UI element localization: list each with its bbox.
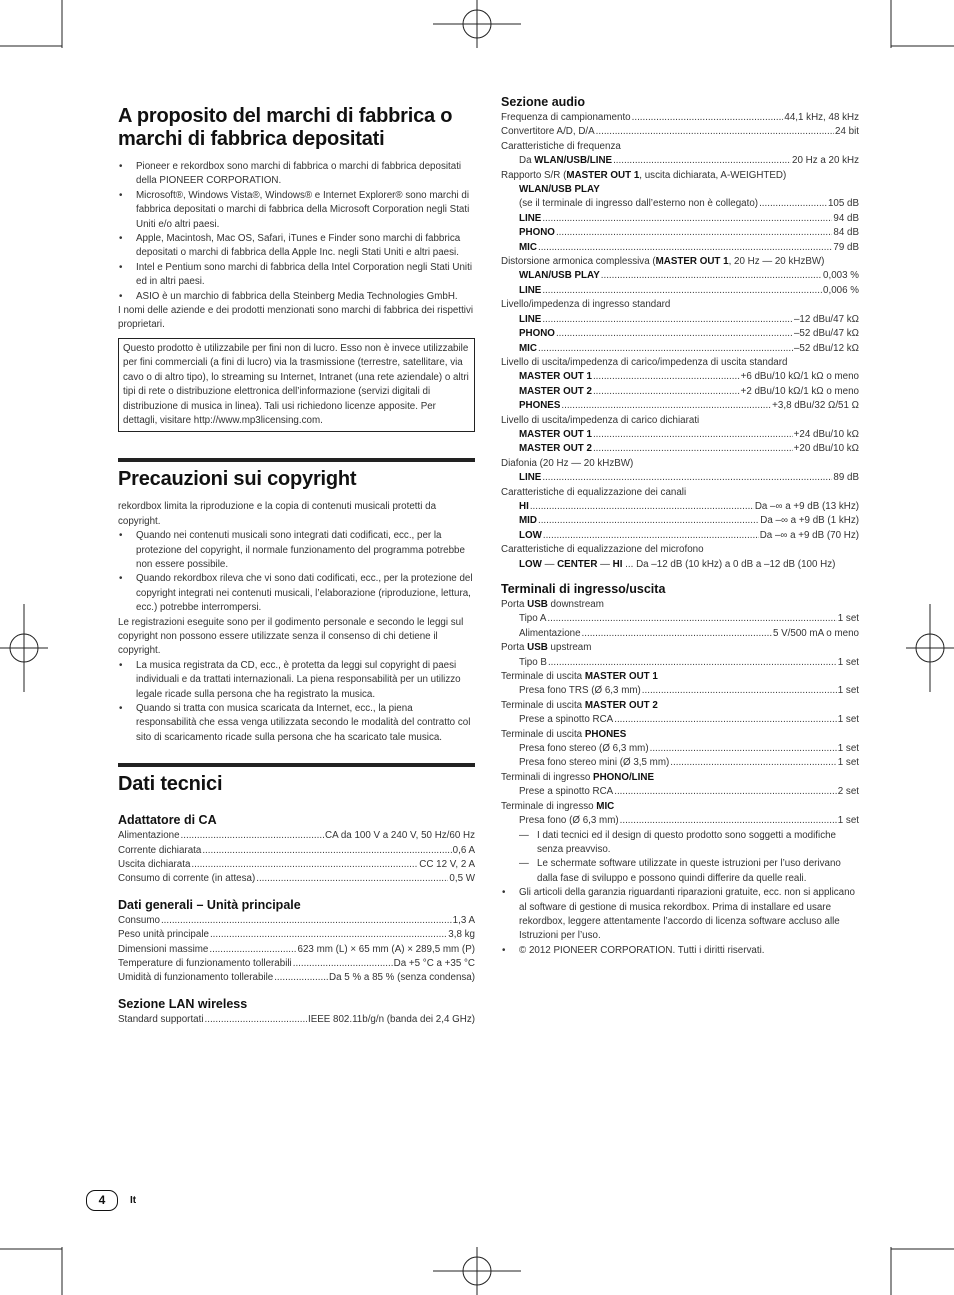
spec-value: Da 5 % a 85 % (senza condensa) xyxy=(329,972,475,984)
spec-label: MASTER OUT 2 xyxy=(519,443,592,455)
list-item: • Intel e Pentium sono marchi di fabbrica della Intel Corporation negli Stati Uniti ed in altri paesi. xyxy=(118,261,475,290)
spec-subheading: Livello di uscita/impedenza di carico/impedenza di uscita standard xyxy=(501,356,788,368)
spec-row xyxy=(501,500,859,514)
spec-subheading: Terminale di ingresso MIC xyxy=(501,800,615,812)
spec-value: 3,8 kg xyxy=(448,929,475,941)
spec-label: Peso unità principale xyxy=(118,929,209,941)
spec-value: 44,1 kHz, 48 kHz xyxy=(784,112,859,123)
spec-value: 84 dB xyxy=(833,227,859,239)
spec-value: 1 set xyxy=(837,757,859,769)
spec-label: Consumo di corrente (in attesa) xyxy=(118,873,256,885)
notes-list xyxy=(501,829,859,887)
spec-value: 1 set xyxy=(837,685,859,697)
spec-label: PHONO xyxy=(519,328,555,340)
spec-subheading: Distorsione armonica complessiva (MASTER OUT 1, 20 Hz — 20 kHzBW) xyxy=(501,256,825,268)
list-item: • Pioneer e rekordbox sono marchi di fabbrica o marchi di fabbrica depositati della PIONEER CORPORATION. xyxy=(118,160,475,189)
spec-value: –12 dBu/47 kΩ xyxy=(793,313,859,325)
spec-value: +3,8 dBu/32 Ω/51 Ω xyxy=(772,400,859,412)
spec-label: Presa fono stereo (Ø 6,3 mm) xyxy=(519,743,649,755)
copyright-middle: Le registrazioni eseguite sono per il godimento personale e secondo le leggi sul copyright non possono essere utilizzate senza il consenso di chi detiene il copyright. xyxy=(118,616,464,657)
spec-row xyxy=(501,627,859,641)
spec-subheading: Terminale di uscita PHONES xyxy=(501,728,627,740)
list-item: — Le schermate software utilizzate in queste istruzioni per l’uso derivano dalla fase di sviluppo e possono quindi differire da quelle reali. xyxy=(537,857,859,886)
spec-value: Da –∞ a +9 dB (1 kHz) xyxy=(760,515,859,527)
spec-subheading: Porta USB upstream xyxy=(501,642,592,654)
spec-row xyxy=(501,529,859,543)
spec-label: MASTER OUT 2 xyxy=(519,385,592,397)
copyright-list-2 xyxy=(118,659,475,745)
spec-row xyxy=(501,612,859,626)
spec-label: LINE xyxy=(519,313,542,325)
spec-label: Dimensioni massime xyxy=(118,943,209,955)
spec-row xyxy=(501,514,859,528)
spec-label: LINE xyxy=(519,284,542,296)
trademarks-list xyxy=(118,160,475,304)
list-item: • Gli articoli della garanzia riguardanti riparazioni gratuite, ecc. non si applicano al software di gestione di musica rekordbox. Prima di installare ed usare rekordbox, leggere attentamente l’accordo di licenza software accluso alle Istruzioni per l’uso. xyxy=(501,886,859,944)
spec-label: Standard supportati xyxy=(118,1013,204,1025)
spec-label: MASTER OUT 1 xyxy=(519,428,592,440)
ac-adapter-specs xyxy=(118,829,475,887)
specs-title: Dati tecnici xyxy=(118,773,223,796)
spec-row xyxy=(501,284,859,298)
license-notice-box: Questo prodotto è utilizzabile per fini non di lucro. Esso non è invece utilizzabile per fini commerciali (a fini di lucro) via la trasmissione (terrestre, satellitare, via cavo o di altro tipo), lo streaming su Internet, Intranet (una rete aziendale) o altri tipi di rete o distribuzione elettronica dell’informazione (servizi digitali di distribuzione di musica in linea). Tali usi richiedono licenze apposite. Per dettagli, visitare http://www.mp3licensing.com. xyxy=(118,338,475,432)
spec-label: WLAN/USB PLAY xyxy=(519,184,600,196)
spec-value: +20 dBu/10 kΩ xyxy=(793,443,859,455)
spec-row xyxy=(501,111,859,125)
spec-label: Presa fono TRS (Ø 6,3 mm) xyxy=(519,685,641,697)
ac-adapter-heading: Adattatore di CA xyxy=(118,813,217,828)
spec-label: MASTER OUT 1 xyxy=(519,371,592,383)
list-item: • Microsoft®, Windows Vista®, Windows® e Internet Explorer® sono marchi di fabbrica depositati o marchi di fabbrica della Microsoft Corporation negli Stati Uniti e/o altri paesi. xyxy=(118,189,475,232)
spec-subheading: Terminale di uscita MASTER OUT 1 xyxy=(501,671,658,683)
spec-label: Presa fono stereo mini (Ø 3,5 mm) xyxy=(519,757,670,769)
spec-row xyxy=(118,858,475,872)
spec-row xyxy=(501,756,859,770)
spec-value: –52 dBu/12 kΩ xyxy=(793,342,859,354)
spec-subheading: Livello di uscita/impedenza di carico dichiarati xyxy=(501,414,700,426)
spec-subheading: Diafonia (20 Hz — 20 kHzBW) xyxy=(501,457,634,469)
spec-row xyxy=(118,844,475,858)
spec-label: LINE xyxy=(519,212,542,224)
spec-value: 79 dB xyxy=(833,241,859,253)
spec-subheading: Livello/impedenza di ingresso standard xyxy=(501,299,671,311)
spec-label: Uscita dichiarata xyxy=(118,859,191,871)
spec-value: Da –∞ a +9 dB (13 kHz) xyxy=(754,500,859,512)
section-rule xyxy=(118,763,475,767)
spec-label: Temperature di funzionamento tollerabili xyxy=(118,958,292,970)
spec-label: Frequenza di campionamento xyxy=(501,112,631,123)
spec-value: 1 set xyxy=(837,613,859,625)
spec-label: Da WLAN/USB/LINE xyxy=(519,155,613,167)
spec-row xyxy=(501,713,859,727)
spec-value: 1 set xyxy=(837,815,859,827)
spec-row xyxy=(501,313,859,327)
spec-value: 24 bit xyxy=(835,126,859,138)
spec-label: MID xyxy=(519,515,537,527)
wlan-heading: Sezione LAN wireless xyxy=(118,996,248,1011)
spec-label: MIC xyxy=(519,241,537,253)
list-item: • ASIO è un marchio di fabbrica della Steinberg Media Technologies GmbH. xyxy=(118,290,475,304)
spec-label: (se il terminale di ingresso dall’esterno non è collegato) xyxy=(519,198,759,210)
spec-row xyxy=(118,957,475,971)
spec-value: 1,3 A xyxy=(452,914,475,926)
spec-label: Presa fono (Ø 6,3 mm) xyxy=(519,815,619,827)
spec-value: 0,6 A xyxy=(452,844,475,856)
spec-subheading: Caratteristiche di equalizzazione del microfono xyxy=(501,544,704,556)
spec-row xyxy=(501,226,859,240)
spec-row xyxy=(501,656,859,670)
language-label: It xyxy=(130,1194,137,1206)
right-column xyxy=(501,94,859,958)
spec-value: 5 V/500 mA o meno xyxy=(772,627,859,639)
spec-row xyxy=(118,872,475,886)
left-column xyxy=(118,105,475,1027)
spec-value: +2 dBu/10 kΩ/1 kΩ o meno xyxy=(740,385,859,397)
spec-value: Da –∞ a +9 dB (70 Hz) xyxy=(759,529,859,541)
section-rule xyxy=(118,458,475,462)
spec-subheading: Caratteristiche di frequenza xyxy=(501,140,621,152)
page-footer xyxy=(86,1190,136,1210)
spec-value: 0,006 % xyxy=(823,284,859,296)
spec-row xyxy=(501,154,859,168)
spec-row xyxy=(501,241,859,255)
spec-value: 0,5 W xyxy=(449,873,475,885)
spec-value: 1 set xyxy=(837,743,859,755)
spec-label: PHONES xyxy=(519,400,561,412)
spec-row: LOW — CENTER — HI ... Da –12 dB (10 kHz) a 0 dB a –12 dB (100 Hz) xyxy=(519,558,836,570)
spec-label: LINE xyxy=(519,472,542,484)
spec-row xyxy=(118,914,475,928)
spec-label: PHONO xyxy=(519,227,555,239)
spec-subheading: Terminali di ingresso PHONO/LINE xyxy=(501,771,654,783)
copyright-title: Precauzioni sui copyright xyxy=(118,468,357,491)
spec-row xyxy=(118,943,475,957)
spec-label: Alimentazione xyxy=(519,627,581,639)
spec-row xyxy=(118,971,475,985)
list-item: • © 2012 PIONEER CORPORATION. Tutti i diritti riservati. xyxy=(501,944,859,958)
audio-heading: Sezione audio xyxy=(501,95,586,109)
spec-label: Tipo A xyxy=(519,613,547,625)
spec-value: 2 set xyxy=(837,786,859,798)
io-heading: Terminali di ingresso/uscita xyxy=(501,582,666,596)
spec-row xyxy=(501,742,859,756)
list-item: • La musica registrata da CD, ecc., è protetta da leggi sul copyright di paesi individuali e da trattati internazionali. La piena responsabilità per un utilizzo legale ricade sulla persona che ha registrato la musica. xyxy=(118,659,475,702)
spec-row xyxy=(501,212,859,226)
spec-value: 0,003 % xyxy=(823,270,859,282)
spec-label: Convertitore A/D, D/A xyxy=(501,126,595,138)
wlan-specs xyxy=(118,1013,475,1027)
list-item: • Apple, Macintosh, Mac OS, Safari, iTunes e Finder sono marchi di fabbrica depositati o marchi di fabbrica della Apple Inc. negli Stati Uniti e altri paesi. xyxy=(118,232,475,261)
spec-row xyxy=(501,399,859,413)
spec-row xyxy=(501,385,859,399)
spec-row xyxy=(501,197,859,211)
spec-row xyxy=(501,269,859,283)
spec-label: MIC xyxy=(519,342,537,354)
copyright-intro: rekordbox limita la riproduzione e la copia di contenuti musicali protetti da copyright. xyxy=(118,501,437,527)
trademarks-title: A proposito del marchi di fabbrica o marchi di fabbrica depositati xyxy=(118,105,453,150)
spec-value: 89 dB xyxy=(833,472,859,484)
spec-row xyxy=(118,928,475,942)
spec-value: CA da 100 V a 240 V, 50 Hz/60 Hz xyxy=(325,830,475,842)
spec-row xyxy=(501,125,859,139)
spec-subheading: Porta USB downstream xyxy=(501,599,604,610)
spec-row xyxy=(501,342,859,356)
spec-row xyxy=(501,684,859,698)
spec-value: 20 Hz a 20 kHz xyxy=(792,155,859,167)
spec-row xyxy=(501,370,859,384)
spec-value: –52 dBu/47 kΩ xyxy=(793,328,859,340)
spec-value: +6 dBu/10 kΩ/1 kΩ o meno xyxy=(740,371,859,383)
spec-row xyxy=(118,1013,475,1027)
spec-label: Umidità di funzionamento tollerabile xyxy=(118,972,274,984)
audio-specs xyxy=(501,111,859,572)
spec-label: Alimentazione xyxy=(118,830,180,842)
spec-label: Corrente dichiarata xyxy=(118,844,202,856)
spec-row xyxy=(501,428,859,442)
spec-row xyxy=(501,785,859,799)
spec-row xyxy=(501,327,859,341)
spec-subheading: Rapporto S/R (MASTER OUT 1, uscita dichiarata, A-WEIGHTED) xyxy=(501,169,787,181)
trademarks-closing: I nomi delle aziende e dei prodotti menzionati sono marchi di fabbrica dei rispettivi proprietari. xyxy=(118,305,474,331)
spec-value: 1 set xyxy=(837,656,859,668)
spec-value: 623 mm (L) × 65 mm (A) × 289,5 mm (P) xyxy=(297,943,475,955)
spec-label: WLAN/USB PLAY xyxy=(519,270,600,282)
page-number: 4 xyxy=(86,1190,118,1211)
general-heading: Dati generali – Unità principale xyxy=(118,897,301,912)
spec-row xyxy=(501,814,859,828)
spec-label: Consumo xyxy=(118,914,160,926)
list-item: • Quando rekordbox rileva che vi sono dati codificati, ecc., per la protezione del copyright integrati nei contenuti musicali, l’elaborazione (riproduzione, lettura, ecc.) potrebbe interrompersi. xyxy=(118,572,475,615)
copyright-list-1 xyxy=(118,529,475,615)
list-item: — I dati tecnici ed il design di questo prodotto sono soggetti a modifiche senza preavviso. xyxy=(537,829,859,858)
io-specs xyxy=(501,598,859,958)
spec-label: HI xyxy=(519,500,529,512)
spec-value: 1 set xyxy=(837,714,859,726)
spec-value: Da +5 °C a +35 °C xyxy=(393,958,475,970)
warranty-list xyxy=(501,886,859,958)
spec-label: Prese a spinotto RCA xyxy=(519,714,614,726)
spec-subheading: Caratteristiche di equalizzazione dei canali xyxy=(501,486,687,498)
spec-label: Tipo B xyxy=(519,656,547,668)
spec-value: +24 dBu/10 kΩ xyxy=(793,428,859,440)
spec-value: 105 dB xyxy=(827,198,859,210)
spec-row xyxy=(118,829,475,843)
list-item: • Quando si tratta con musica scaricata da Internet, ecc., la piena responsabilità che essa venga utilizzata secondo le modalità del contratto col sito di scaricamento ricade sulla persona che ha scaricato tale musica. xyxy=(118,702,475,745)
spec-value: 94 dB xyxy=(833,212,859,224)
spec-label: Prese a spinotto RCA xyxy=(519,786,614,798)
spec-row xyxy=(501,471,859,485)
spec-row xyxy=(501,442,859,456)
spec-subheading: Terminale di uscita MASTER OUT 2 xyxy=(501,699,658,711)
list-item: • Quando nei contenuti musicali sono integrati dati codificati, ecc., per la protezione del copyright, il normale funzionamento del programma potrebbe non essere possibile. xyxy=(118,529,475,572)
spec-label: LOW xyxy=(519,529,542,541)
spec-value: CC 12 V, 2 A xyxy=(419,859,475,871)
general-specs xyxy=(118,914,475,986)
spec-value: IEEE 802.11b/g/n (banda dei 2,4 GHz) xyxy=(307,1013,475,1025)
